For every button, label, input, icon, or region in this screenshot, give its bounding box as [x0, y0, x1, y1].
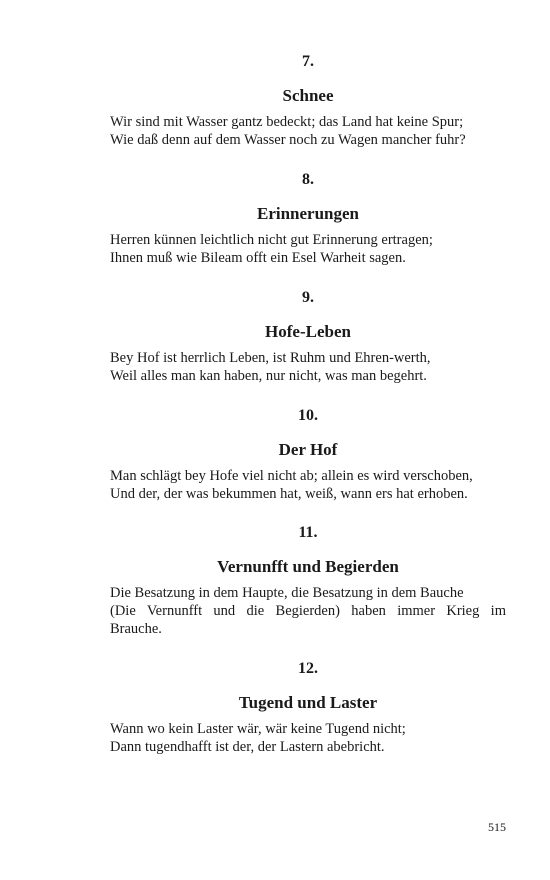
epigram-title: Tugend und Laster — [238, 693, 378, 712]
verse-line: Die Besatzung in dem Haupte, die Besatzung in dem Bauche — [110, 585, 464, 601]
epigram-number: 9. — [302, 289, 314, 306]
epigram-number: 8. — [302, 171, 314, 188]
epigram-7 — [110, 52, 506, 149]
epigram-number: 11. — [298, 524, 318, 541]
verse-line: Ihnen muß wie Bileam offt ein Esel Warheit sagen. — [110, 250, 406, 266]
epigram-title: Vernunfft und Begierden — [217, 557, 399, 576]
verse-line: (Die Vernunfft und die Begierden) haben immer Krieg im — [110, 603, 506, 619]
verse-line: Dann tugendhafft ist der, der Lastern abebricht. — [110, 739, 385, 755]
verse-line: Weil alles man kan haben, nur nicht, was man begehrt. — [110, 368, 427, 384]
epigram-11 — [110, 523, 506, 638]
verse-line: Und der, der was bekummen hat, weiß, wann ers hat erhoben. — [110, 486, 468, 502]
epigram-text — [110, 349, 506, 385]
epigram-8 — [110, 170, 506, 267]
epigram-title: Schnee — [282, 86, 334, 105]
epigram-9 — [110, 288, 506, 385]
epigram-text — [110, 467, 506, 503]
epigram-number: 12. — [298, 660, 318, 677]
verse-line: Wir sind mit Wasser gantz bedeckt; das Land hat keine Spur; — [110, 114, 464, 130]
epigram-title: Hofe-Leben — [265, 322, 351, 341]
epigram-number: 10. — [298, 407, 318, 424]
verse-line: Herren künnen leichtlich nicht gut Erinnerung ertragen; — [110, 232, 433, 248]
epigram-text — [110, 584, 506, 638]
verse-line: Wann wo kein Laster wär, wär keine Tugend nicht; — [110, 721, 406, 737]
epigram-title: Der Hof — [278, 440, 338, 459]
epigram-text — [110, 113, 506, 149]
verse-line: Wie daß denn auf dem Wasser noch zu Wagen mancher fuhr? — [110, 132, 466, 148]
verse-line: Man schlägt bey Hofe viel nicht ab; allein es wird verschoben, — [110, 468, 473, 484]
epigram-text — [110, 231, 506, 267]
epigram-text — [110, 720, 506, 756]
epigram-number: 7. — [302, 53, 314, 70]
epigram-10 — [110, 406, 506, 503]
verse-line: Bey Hof ist herrlich Leben, ist Ruhm und Ehren-werth, — [110, 350, 431, 366]
verse-line: Brauche. — [110, 621, 162, 637]
epigram-12 — [110, 659, 506, 756]
page-number: 515 — [488, 820, 506, 834]
epigram-title: Erinnerungen — [256, 204, 360, 223]
